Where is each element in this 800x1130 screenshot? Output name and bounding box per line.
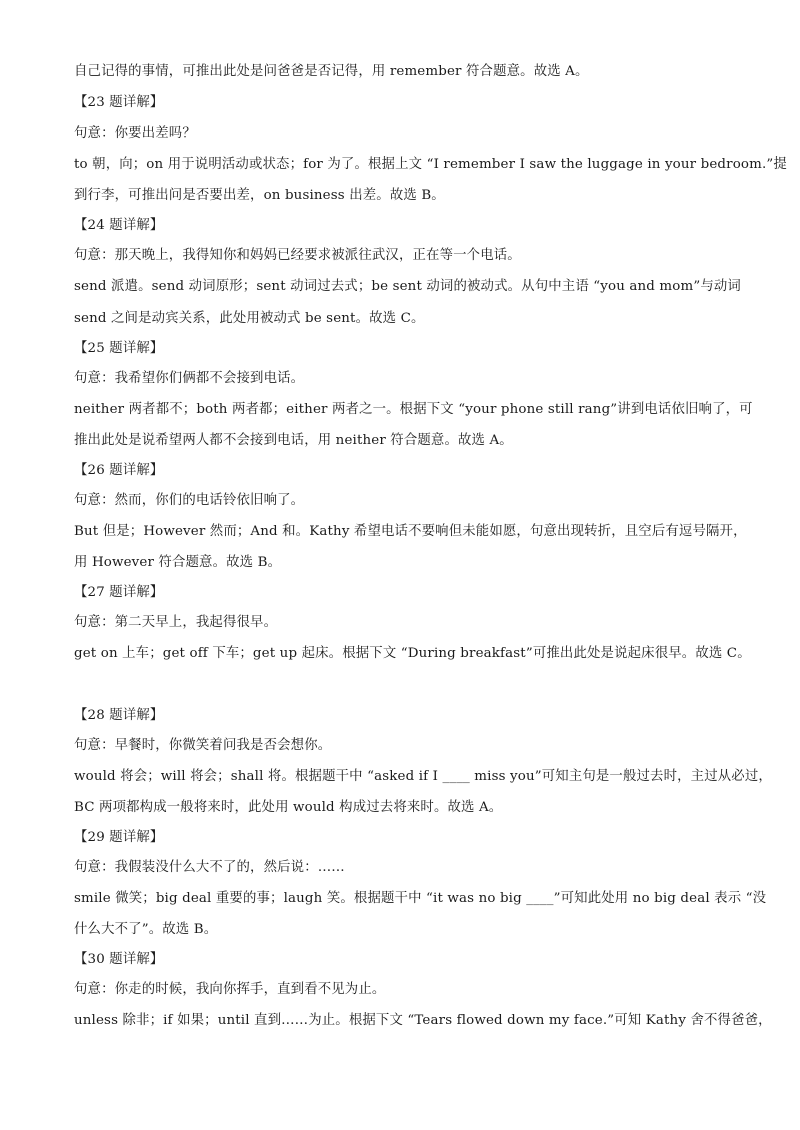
text-line: 推出此处是说希望两人都不会接到电话，用 neither 符合题意。故选 A。 xyxy=(74,433,513,448)
sentence-meaning: 句意：早餐时，你微笑着问我是否会想你。 xyxy=(74,738,332,753)
text-line: 用 However 符合题意。故选 B。 xyxy=(74,555,282,570)
section-heading: 【23 题详解】 xyxy=(74,95,164,110)
section-heading: 【28 题详解】 xyxy=(74,708,164,723)
text-line: 到行李，可推出问是否要出差，on business 出差。故选 B。 xyxy=(74,188,445,203)
section-heading: 【24 题详解】 xyxy=(74,218,164,233)
text-line: to 朝，向；on 用于说明活动或状态；for 为了。根据上文 “I remember I saw the luggage in your bedroom.”提 xyxy=(74,157,787,172)
section-heading: 【26 题详解】 xyxy=(74,463,164,478)
sentence-meaning: 句意：你走的时候，我向你挥手，直到看不见为止。 xyxy=(74,982,386,997)
text-line: would 将会；will 将会；shall 将。根据题干中 “asked if I ____ miss you”可知主句是一般过去时，主过从必过， xyxy=(74,769,772,784)
section-heading: 【29 题详解】 xyxy=(74,830,164,845)
sentence-meaning: 句意：那天晚上，我得知你和妈妈已经要求被派往武汉，正在等一个电话。 xyxy=(74,248,521,263)
section-heading: 【25 题详解】 xyxy=(74,341,164,356)
sentence-meaning: 句意：我假装没什么大不了的，然后说：…… xyxy=(74,860,345,875)
section-heading: 【30 题详解】 xyxy=(74,952,164,967)
text-line: smile 微笑；big deal 重要的事；laugh 笑。根据题干中 “it was no big ____”可知此处用 no big deal 表示 “没 xyxy=(74,891,767,906)
section-heading: 【27 题详解】 xyxy=(74,585,164,600)
text-line: BC 两项都构成一般将来时，此处用 would 构成过去将来时。故选 A。 xyxy=(74,800,503,815)
sentence-meaning: 句意：我希望你们俩都不会接到电话。 xyxy=(74,371,305,386)
text-line: get on 上车；get off 下车；get up 起床。根据下文 “During breakfast”可推出此处是说起床很早。故选 C。 xyxy=(74,646,751,661)
sentence-meaning: 句意：你要出差吗？ xyxy=(74,126,196,141)
sentence-meaning: 句意：第二天早上，我起得很早。 xyxy=(74,615,278,630)
text-line: neither 两者都不；both 两者都；either 两者之一。根据下文 “your phone still rang”讲到电话依旧响了，可 xyxy=(74,402,753,417)
sentence-meaning: 句意：然而，你们的电话铃依旧响了。 xyxy=(74,493,305,508)
text-line: 自己记得的事情，可推出此处是问爸爸是否记得，用 remember 符合题意。故选 A。 xyxy=(74,64,589,79)
text-line: send 派遣。send 动词原形；sent 动词过去式；be sent 动词的被动式。从句中主语 “you and mom”与动词 xyxy=(74,279,741,294)
text-line: But 但是；However 然而；And 和。Kathy 希望电话不要响但未能如愿，句意出现转折，且空后有逗号隔开， xyxy=(74,524,747,539)
text-line: send 之间是动宾关系，此处用被动式 be sent。故选 C。 xyxy=(74,311,425,326)
text-line: 什么大不了”。故选 B。 xyxy=(74,922,218,937)
text-line: unless 除非；if 如果；until 直到……为止。根据下文 “Tears flowed down my face.”可知 Kathy 舍不得爸爸， xyxy=(74,1013,772,1028)
